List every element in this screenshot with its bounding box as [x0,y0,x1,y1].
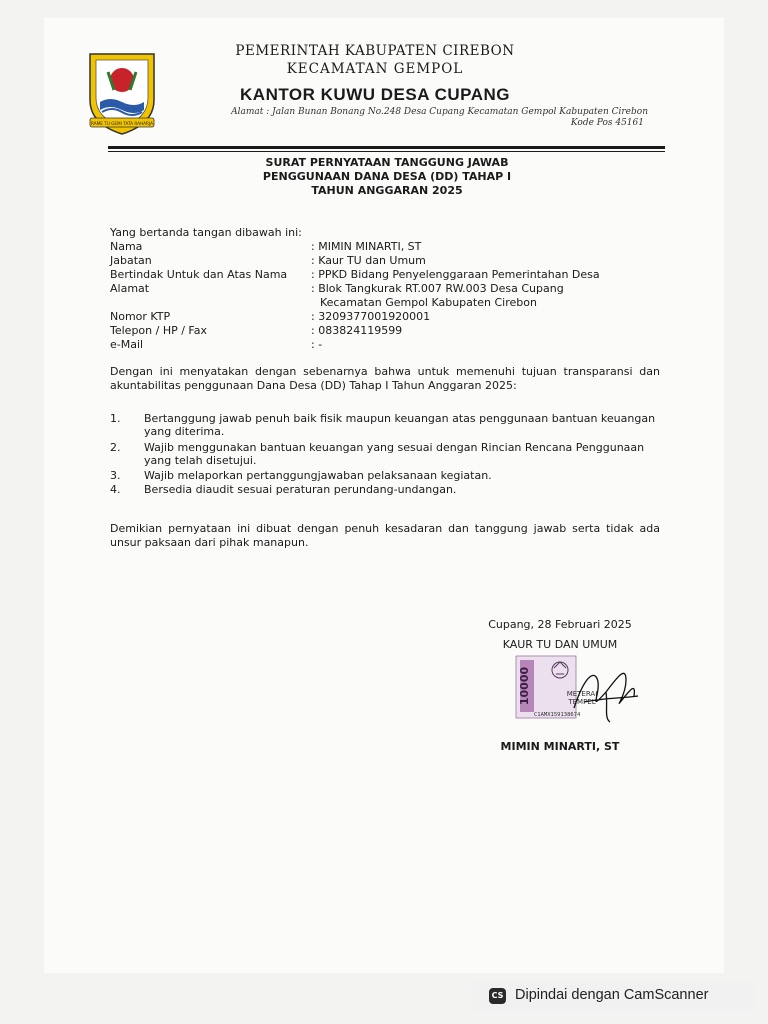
list-item-text: Bertanggung jawab penuh baik fisik maupun keuangan atas penggunaan bantuan keuangan yang diterima. [144,412,656,438]
postal-code: Kode Pos 45161 [570,118,644,128]
field-value-position: : Kaur TU dan Umum [311,254,426,267]
signature-place-date: Cupang, 28 Februari 2025 [488,618,632,631]
field-value-email: : - [311,338,323,351]
field-value-phone: : 083824119599 [311,324,403,337]
logo-motto: RAME TU GEMI TATA RAHARJA [91,121,153,126]
field-value-id-number: : 3209377001920001 [311,310,431,323]
intro-text: Yang bertanda tangan dibawah ini: [110,226,302,239]
closing-paragraph: Demikian pernyataan ini dibuat dengan penuh kesadaran dan tanggung jawab serta tidak ada unsur paksaan dari pihak manapun. [110,522,660,549]
field-value-address: : Blok Tangkurak RT.007 RW.003 Desa Cupang [311,282,564,295]
document-title-line3: TAHUN ANGGARAN 2025 [311,184,463,197]
letterhead-district: KECAMATAN GEMPOL [286,61,464,77]
camscanner-icon: CS [489,988,506,1004]
field-value-address-line2: Kecamatan Gempol Kabupaten Cirebon [320,296,537,309]
field-label-id-number: Nomor KTP [110,310,171,323]
camscanner-text: Dipindai dengan CamScanner [515,987,709,1003]
list-item-number: 4. [110,483,121,496]
document-title-line2: PENGGUNAAN DANA DESA (DD) TAHAP I [262,170,512,183]
letterhead-rule-thick [108,146,665,149]
list-item-text: Wajib melaporkan pertanggungjawaban pelaksanaan kegiatan. [144,469,492,482]
list-item-number: 3. [110,469,121,482]
letterhead-address [196,107,648,129]
field-label-email: e-Mail [110,338,144,351]
field-value-acting-for: : PPKD Bidang Penyelenggaraan Pemerintahan Desa [311,268,600,281]
stamp-label-tempel: TEMPEL [568,698,596,706]
regency-logo [86,48,158,138]
stamp-serial: C1AMX159138674 [534,712,581,718]
field-label-address: Alamat [110,282,150,295]
field-label-name: Nama [110,240,143,253]
letterhead-rule-thin [108,151,665,152]
list-item-text: Bersedia diaudit sesuai peraturan perundang-undangan. [144,483,457,496]
field-value-name: : MIMIN MINARTI, ST [311,240,422,253]
signature-position: KAUR TU DAN UMUM [502,638,618,651]
list-item-number: 1. [110,412,121,425]
list-item-text: Wajib menggunakan bantuan keuangan yang sesuai dengan Rincian Rencana Penggunaan yang telah disetujui. [144,441,645,467]
document-title-line1: SURAT PERNYATAAN TANGGUNG JAWAB [265,156,509,169]
field-label-phone: Telepon / HP / Fax [110,324,207,337]
stamp-label-meterai: METERAI [566,690,598,698]
camscanner-badge [473,981,755,1011]
field-label-position: Jabatan [110,254,152,267]
stamp-value: 10000 [518,666,531,706]
field-label-acting-for: Bertindak Untuk dan Atas Nama [110,268,288,281]
signature-name: MIMIN MINARTI, ST [500,740,620,753]
revenue-stamp-signature [514,652,644,726]
letterhead-government: PEMERINTAH KABUPATEN CIREBON [235,43,515,59]
list-item-number: 2. [110,441,121,454]
letterhead-office: KANTOR KUWU DESA CUPANG [240,85,510,104]
address-line: Alamat : Jalan Bunan Bonang No.248 Desa Cupang Kecamatan Gempol Kabupaten Cirebon [231,107,648,117]
statement-paragraph: Dengan ini menyatakan dengan sebenarnya bahwa untuk memenuhi tujuan transparansi dan akuntabilitas penggunaan Dana Desa (DD) Tahap I Tahun Anggaran 2025: [110,365,660,392]
